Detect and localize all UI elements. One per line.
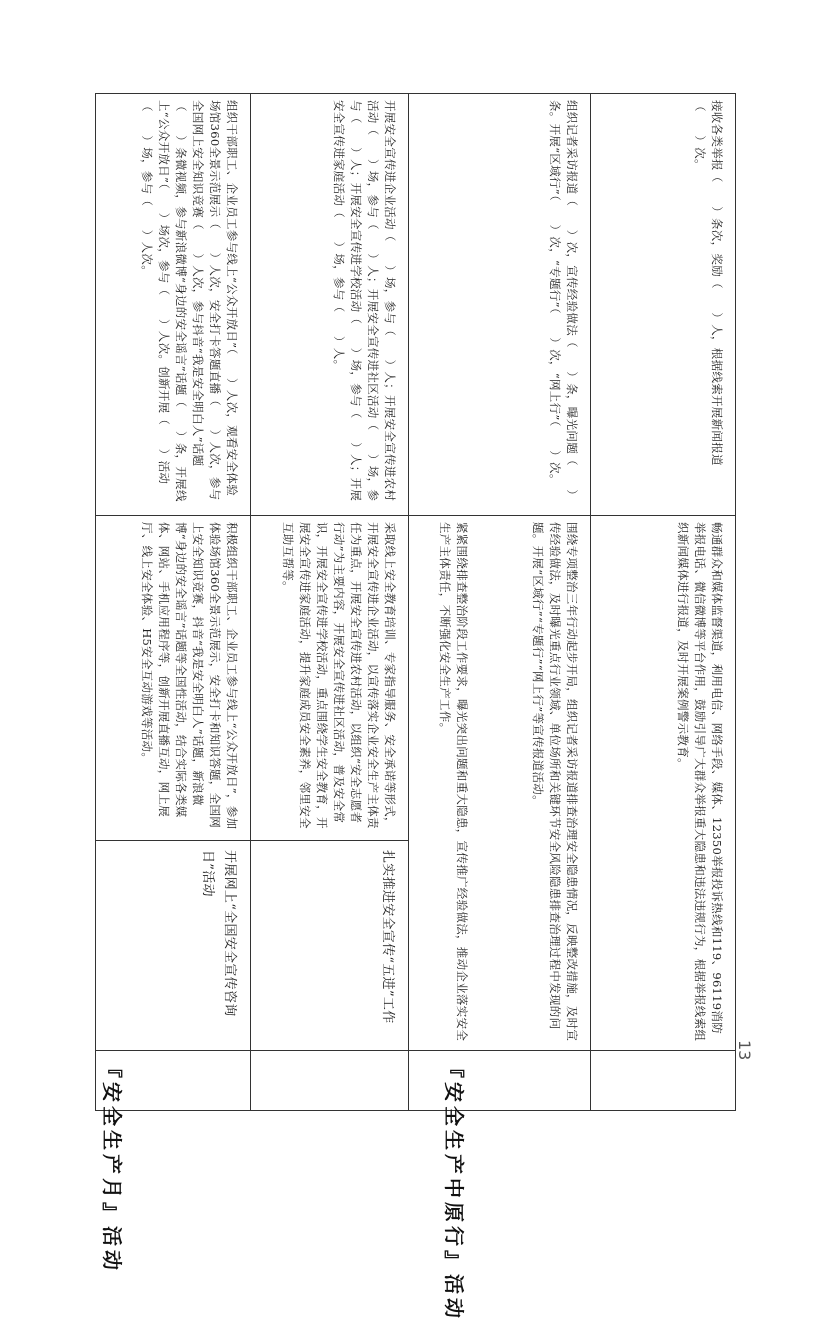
col-divider-content: [95, 515, 735, 516]
row3-content: 紧紧围绕排查整治阶段工作要求，曝光突出问题和重大隐患，宣传推广经验做法，推动企业落实安全生产主体责任，不断强化安全生产工作。: [438, 522, 469, 1042]
row5-content: 畅通群众和媒体监督渠道，利用电信、网络手段、媒体、12350举报投诉热线和119、96119消防举报电话、微信微博等平台作用，鼓励引导广大群众举报重大隐患和违法违规行为，根据举报线索组织新闻媒体进行报道，及时开展案例警示教育。: [676, 522, 724, 1042]
table-border-right: [735, 93, 736, 1111]
col-divider-item: [95, 840, 408, 841]
page-number: 13: [735, 1040, 754, 1061]
row1-fill: 组织干部职工、企业员工参与线上“公众开放日”（ ）人次，观看安全体验场馆360全景示范展示（ ）人次，安全打卡答题直播（ ）人次，参与全国网上安全知识竞赛（ ）人次，参与抖音“我是安全明白人”话题（ ）条微视频，参与新浪微博“身边的安全谣言”话题（ ）条，开展线上“公众开放日”（ ）场次，参与（ ）人次。创新开展（ ）活动（ ）场，参与（ ）人次。: [140, 100, 239, 502]
row2-item: 扎实推进安全宣传“五进”工作: [380, 850, 395, 1024]
row1-item: 开展网上“全国安全宣传咨询日”活动: [200, 850, 237, 1017]
row4-content: 围绕专项整治三年行动起步开局，组织记者采访报道排查治理安全隐患情况，反映整改措施，及时宣传经验做法，及时曝光重点行业领域、单位场所和关键环节安全风险隐患排查治理过程中发现的问题。开展“区域行”“专题行”“网上行”等宣传报道活动。: [531, 522, 579, 1042]
row5-fill: 接收各类举报（ ）条次，奖励（ ）人，根据线索开展新闻报道（ ）次。: [693, 100, 724, 466]
row1-content: 积极组织干部职工、企业员工参与线上“公众开放日”，参加体验场馆360全景示范展示，安全打卡和知识答题，全国网上安全知识竞赛，抖音“我是安全明白人”话题，新浪微博“身边的安全谣言”话题等全国性活动，结合实际各类媒体、网站、手机应用程序等，创新开展直播互动，网上展厅、线上安全体验、H5安全互动游戏等活动。: [140, 522, 239, 830]
category-zhongyuan-tour: 『安全生产中原行』活动: [442, 1058, 466, 1322]
row2-content: 采取线上安全教育培训、专家指导服务、安全承诺等形式，开展安全宣传进企业活动，以宣传落实企业安全生产主体责任为重点，开展安全宣传进农村活动，以组织“安全志愿者行动”为主要内容，开展安全宣传进社区活动，普及安全常识，开展安全宣传进学校活动，重点围绕学生安全教育，开展安全宣传进家庭活动，提升家庭成员安全素养，邻里安全互助互帮等。: [281, 522, 397, 829]
row2-fill: 开展安全宣传进企业活动（ ）场，参与（ ）人；开展安全宣传进农村活动（ ）场，参与（ ）人；开展安全宣传进社区活动（ ）场，参与（ ）人；开展安全宣传进学校活动（ ）场，参与（ ）人；开展安全宣传进家庭活动（ ）场，参与（ ）人。: [332, 100, 397, 502]
table-border-top: [95, 93, 735, 94]
row-divider-1: [250, 93, 251, 1110]
row3-fill: 组织记者采访报道（ ）次，宣传经验做法（ ）条，曝光问题（ ）条。开展“区域行”（ ）次，“专题行”（ ）次，“网上行”（ ）次。: [548, 100, 579, 502]
category-safety-month: 『安全生产月』活动: [100, 1058, 124, 1274]
table-border-bottom: [95, 1110, 735, 1111]
row-divider-3: [590, 93, 591, 1110]
table-border-left: [95, 93, 96, 1111]
section-divider: [408, 93, 409, 1110]
col-divider-category: [95, 1050, 735, 1051]
